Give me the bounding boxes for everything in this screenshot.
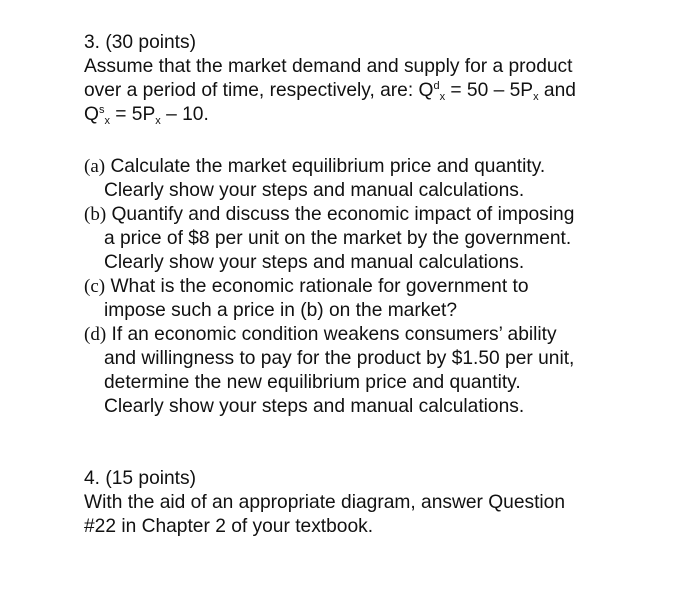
part-d-line-4: Clearly show your steps and manual calculations. <box>104 396 525 417</box>
supply-superscript: s <box>98 104 105 116</box>
part-a-line-1: Calculate the market equilibrium price and quantity. <box>110 156 546 177</box>
document-body <box>84 31 684 539</box>
part-d <box>84 323 684 419</box>
part-d-line-1: If an economic condition weakens consumers’ ability <box>111 324 557 345</box>
question-4-line-2: #22 in Chapter 2 of your textbook. <box>84 516 374 537</box>
part-d-line-2: and willingness to pay for the product by $1.50 per unit, <box>104 348 575 369</box>
question-3-intro-line-1: Assume that the market demand and supply for a product <box>84 56 573 77</box>
intro-text-and: and <box>538 80 576 101</box>
question-4-header: 4. (15 points) <box>84 468 196 489</box>
part-c-line-1: What is the economic rationale for government to <box>110 276 529 297</box>
part-b-line-3: Clearly show your steps and manual calculations. <box>104 252 525 273</box>
part-b-line-1: Quantify and discuss the economic impact of imposing <box>111 204 575 225</box>
price-subscript: x <box>533 91 539 103</box>
part-b-label: (b) <box>84 204 107 225</box>
part-c <box>84 275 684 323</box>
question-4 <box>84 467 684 539</box>
supply-q: Q <box>84 104 99 125</box>
demand-equation: = 50 – 5P <box>445 80 534 101</box>
part-a <box>84 155 684 203</box>
part-b-line-2: a price of $8 per unit on the market by the government. <box>104 228 572 249</box>
supply-equation: = 5P <box>109 104 156 125</box>
part-a-label: (a) <box>84 156 106 177</box>
question-4-line-1: With the aid of an appropriate diagram, answer Question <box>84 492 566 513</box>
part-a-line-2: Clearly show your steps and manual calculations. <box>104 180 525 201</box>
supply-subscript: x <box>104 115 110 127</box>
part-b <box>84 203 684 275</box>
part-c-line-2: impose such a price in (b) on the market? <box>104 300 458 321</box>
question-3-intro-line-2 <box>84 79 684 103</box>
supply-equation-end: – 10. <box>160 104 209 125</box>
demand-subscript: x <box>439 91 446 103</box>
question-3-intro-line-3 <box>84 103 684 127</box>
question-3-header: 3. (30 points) <box>84 32 196 53</box>
supply-price-subscript: x <box>155 115 161 127</box>
intro-text: over a period of time, respectively, are: Q <box>84 80 434 101</box>
part-d-line-3: determine the new equilibrium price and quantity. <box>104 372 521 393</box>
demand-superscript: d <box>433 80 440 92</box>
question-3 <box>84 31 684 419</box>
part-c-label: (c) <box>84 276 106 297</box>
part-d-label: (d) <box>84 324 107 345</box>
